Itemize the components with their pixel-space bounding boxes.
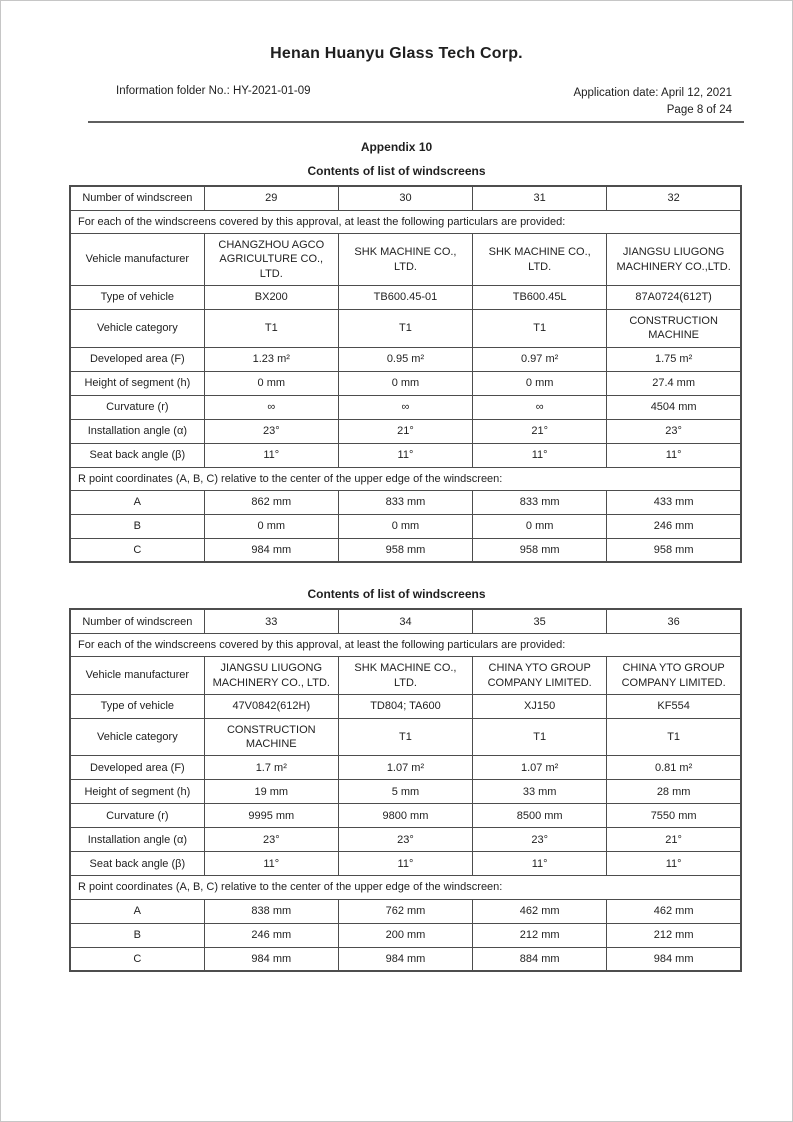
table-2-title: Contents of list of windscreens [307,587,486,602]
cell-value: 862 mm [204,490,338,514]
row-label: Type of vehicle [70,694,204,718]
cell-value: 246 mm [204,923,338,947]
note-text: R point coordinates (A, B, C) relative to the center of the upper edge of the windscreen: [70,467,741,490]
information-folder-number: Information folder No.: HY-2021-01-09 [116,85,311,97]
row-label: Installation angle (α) [70,419,204,443]
cell-value: 1.7 m² [204,756,338,780]
row-label: B [70,514,204,538]
cell-value: CHANGZHOU AGCO AGRICULTURE CO., LTD. [204,234,338,286]
table-row [70,371,741,395]
cell-value: 33 [204,609,338,633]
cell-value: 11° [607,852,741,876]
cell-value: 958 mm [607,538,741,562]
note-row [70,467,741,490]
cell-value: 0.81 m² [607,756,741,780]
cell-value: 1.07 m² [473,756,607,780]
cell-value: 35 [473,609,607,633]
row-label: Vehicle category [70,718,204,756]
table-row [70,186,741,210]
cell-value: 9995 mm [204,804,338,828]
cell-value: 36 [607,609,741,633]
row-label: Vehicle manufacturer [70,234,204,286]
cell-value: 47V0842(612H) [204,694,338,718]
cell-value: SHK MACHINE CO., LTD. [473,234,607,286]
cell-value: JIANGSU LIUGONG MACHINERY CO., LTD. [204,657,338,695]
row-label: Developed area (F) [70,347,204,371]
table-row [70,657,741,695]
table-row [70,947,741,971]
cell-value: 21° [338,419,472,443]
cell-value: ∞ [204,395,338,419]
row-label: A [70,490,204,514]
table-row [70,923,741,947]
cell-value: CONSTRUCTION MACHINE [204,718,338,756]
table-row [70,756,741,780]
cell-value: 11° [473,443,607,467]
cell-value: ∞ [338,395,472,419]
cell-value: 21° [607,828,741,852]
cell-value: 0.95 m² [338,347,472,371]
row-label: Curvature (r) [70,804,204,828]
cell-value: 11° [204,852,338,876]
cell-value: 5 mm [338,780,472,804]
cell-value: 0 mm [204,371,338,395]
cell-value: 200 mm [338,923,472,947]
cell-value: 762 mm [338,899,472,923]
cell-value: 7550 mm [607,804,741,828]
cell-value: 19 mm [204,780,338,804]
cell-value: CHINA YTO GROUP COMPANY LIMITED. [473,657,607,695]
cell-value: 11° [338,443,472,467]
table-1-title: Contents of list of windscreens [307,164,486,179]
windscreens-table-33-36 [69,608,742,972]
application-info [573,85,732,118]
cell-value: ∞ [473,395,607,419]
row-label: Vehicle manufacturer [70,657,204,695]
cell-value: 23° [338,828,472,852]
cell-value: 27.4 mm [607,371,741,395]
cell-value: 212 mm [607,923,741,947]
row-label: Installation angle (α) [70,828,204,852]
cell-value: 8500 mm [473,804,607,828]
table-row [70,804,741,828]
cell-value: 433 mm [607,490,741,514]
table-row [70,234,741,286]
cell-value: XJ150 [473,694,607,718]
table-row [70,828,741,852]
cell-value: TB600.45L [473,286,607,310]
cell-value: 462 mm [473,899,607,923]
table-row [70,852,741,876]
row-label: Vehicle category [70,310,204,348]
windscreens-table-29-32 [69,185,742,563]
cell-value: CHINA YTO GROUP COMPANY LIMITED. [607,657,741,695]
cell-value: T1 [473,310,607,348]
table-row [70,780,741,804]
cell-value: 11° [473,852,607,876]
note-text: For each of the windscreens covered by this approval, at least the following particulars are provided: [70,210,741,233]
cell-value: 23° [204,419,338,443]
table-row [70,286,741,310]
cell-value: 11° [204,443,338,467]
document-body [1,140,792,972]
cell-value: 838 mm [204,899,338,923]
cell-value: 87A0724(612T) [607,286,741,310]
cell-value: 11° [338,852,472,876]
cell-value: 23° [204,828,338,852]
row-label: Height of segment (h) [70,371,204,395]
cell-value: T1 [338,310,472,348]
table-row [70,609,741,633]
cell-value: 0 mm [338,514,472,538]
row-label: Height of segment (h) [70,780,204,804]
cell-value: 984 mm [607,947,741,971]
application-date: Application date: April 12, 2021 [573,87,732,99]
cell-value: BX200 [204,286,338,310]
cell-value: 833 mm [338,490,472,514]
note-text: R point coordinates (A, B, C) relative to the center of the upper edge of the windscreen: [70,876,741,899]
cell-value: 212 mm [473,923,607,947]
row-label: Number of windscreen [70,609,204,633]
cell-value: 0 mm [473,514,607,538]
cell-value: 31 [473,186,607,210]
table-row [70,310,741,348]
cell-value: 4504 mm [607,395,741,419]
document-header [1,45,792,123]
cell-value: 984 mm [204,947,338,971]
table-row [70,443,741,467]
cell-value: 23° [607,419,741,443]
row-label: Developed area (F) [70,756,204,780]
cell-value: 0 mm [338,371,472,395]
note-row [70,876,741,899]
table-row [70,694,741,718]
info-bar [116,85,732,118]
cell-value: SHK MACHINE CO., LTD. [338,234,472,286]
company-title: Henan Huanyu Glass Tech Corp. [270,45,523,62]
row-label: Seat back angle (β) [70,852,204,876]
table-row [70,347,741,371]
cell-value: 1.23 m² [204,347,338,371]
cell-value: 0 mm [204,514,338,538]
table-row [70,718,741,756]
cell-value: 9800 mm [338,804,472,828]
note-text: For each of the windscreens covered by this approval, at least the following particulars are provided: [70,633,741,656]
row-label: C [70,538,204,562]
cell-value: 0 mm [473,371,607,395]
table-row [70,514,741,538]
note-row [70,210,741,233]
note-row [70,633,741,656]
row-label: Type of vehicle [70,286,204,310]
cell-value: T1 [473,718,607,756]
cell-value: 28 mm [607,780,741,804]
row-label: Seat back angle (β) [70,443,204,467]
table-row [70,899,741,923]
row-label: B [70,923,204,947]
cell-value: 34 [338,609,472,633]
appendix-title: Appendix 10 [360,140,433,155]
cell-value: TB600.45-01 [338,286,472,310]
cell-value: T1 [204,310,338,348]
cell-value: 29 [204,186,338,210]
cell-value: 958 mm [473,538,607,562]
table-row [70,538,741,562]
row-label: Curvature (r) [70,395,204,419]
cell-value: 958 mm [338,538,472,562]
table-row [70,490,741,514]
cell-value: 21° [473,419,607,443]
cell-value: 462 mm [607,899,741,923]
cell-value: 1.75 m² [607,347,741,371]
row-label: A [70,899,204,923]
row-label: Number of windscreen [70,186,204,210]
cell-value: 884 mm [473,947,607,971]
header-divider [88,121,744,123]
cell-value: JIANGSU LIUGONG MACHINERY CO.,LTD. [607,234,741,286]
row-label: C [70,947,204,971]
table-row [70,395,741,419]
cell-value: 984 mm [338,947,472,971]
cell-value: TD804; TA600 [338,694,472,718]
cell-value: 23° [473,828,607,852]
table-row [70,419,741,443]
cell-value: KF554 [607,694,741,718]
cell-value: CONSTRUCTION MACHINE [607,310,741,348]
cell-value: SHK MACHINE CO., LTD. [338,657,472,695]
cell-value: 11° [607,443,741,467]
cell-value: 33 mm [473,780,607,804]
cell-value: T1 [338,718,472,756]
cell-value: 984 mm [204,538,338,562]
page-number: Page 8 of 24 [666,103,732,116]
cell-value: T1 [607,718,741,756]
cell-value: 1.07 m² [338,756,472,780]
cell-value: 246 mm [607,514,741,538]
cell-value: 833 mm [473,490,607,514]
cell-value: 32 [607,186,741,210]
cell-value: 30 [338,186,472,210]
cell-value: 0.97 m² [473,347,607,371]
